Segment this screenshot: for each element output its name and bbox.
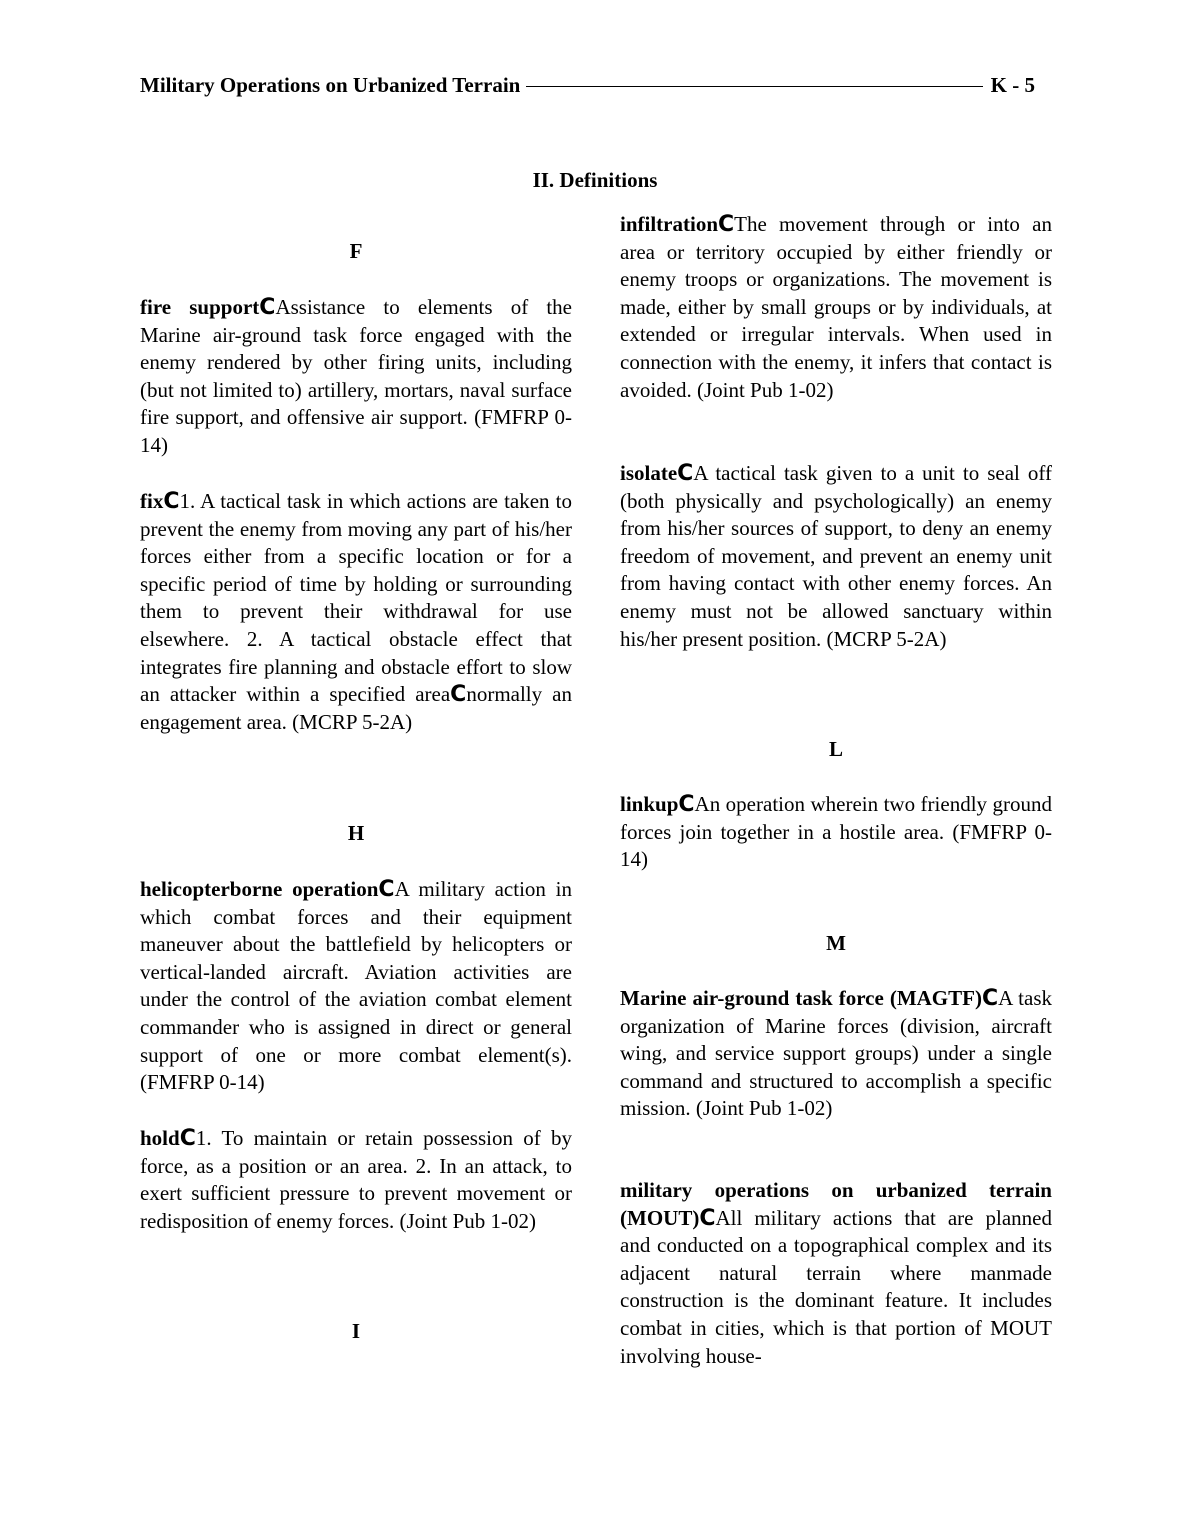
em-dash-glyph: C: [450, 682, 467, 708]
em-dash-glyph: C: [378, 877, 395, 902]
definition-magtf: [620, 985, 1052, 1123]
definition-text: A military action in which combat forces and their equipment maneuver about the battlefield by helicopters or vertical-landed aircraft. Aviation activities are under the control of the aviation combat element commander who is assigned in direct or general support of one or more combat element(s). (FMFRP 0-14): [140, 877, 572, 1095]
definition-infiltration: [620, 211, 1052, 404]
definition-text: All military actions that are planned and conducted on a topographical complex and its adjacent natural terrain where manmade construction is the dominant feature. It includes combat in cities, which is that portion of MOUT involving house-: [620, 1205, 1052, 1368]
definition-linkup: [620, 791, 1052, 874]
definition-text: 1. To maintain or retain possession of by force, as a position or an area. 2. In an attack, to exert sufficient pressure to prevent movement or redisposition of enemy forces. (Joint Pub 1-02): [140, 1126, 572, 1233]
letter-heading-m: M: [826, 931, 846, 955]
definition-isolate: [620, 460, 1052, 653]
letter-heading-h: H: [347, 821, 365, 845]
em-dash-glyph: C: [699, 1205, 716, 1231]
letter-heading-l: L: [828, 737, 843, 761]
term: fix: [140, 489, 164, 513]
em-dash-glyph: C: [678, 792, 695, 817]
em-dash-glyph: C: [163, 489, 180, 514]
term: isolate: [620, 461, 678, 485]
definition-fire-support: [140, 294, 572, 460]
term: infiltration: [620, 212, 718, 236]
term: fire support: [140, 295, 260, 319]
em-dash-glyph: C: [718, 212, 735, 237]
em-dash-glyph: C: [981, 986, 999, 1011]
term: hold: [140, 1126, 180, 1150]
em-dash-glyph: C: [259, 295, 276, 320]
section-title: II. Definitions: [532, 168, 658, 192]
term: linkup: [620, 792, 679, 816]
em-dash-glyph: C: [179, 1126, 196, 1151]
definition-text: A tactical task given to a unit to seal off (both physically and psychologically) an enemy from his/her sources of support, to deny an enemy freedom of movement, and prevent an enemy unit from having contact with other enemy forces. An enemy must not be allowed sanctuary within his/her present position. (MCRP 5-2A): [620, 461, 1052, 651]
page-number: K - 5: [990, 72, 1035, 97]
letter-heading-i: I: [351, 1319, 361, 1343]
definition-helicopterborne-operation: [140, 876, 572, 1097]
definition-text: Assistance to elements of the Marine air-ground task force engaged with the enemy rendered by other firing units, including (but not limited to) artillery, mortars, naval surface fire support, and offensive air support. (FMFRP 0-14): [140, 295, 572, 457]
definition-text: The movement through or into an area or territory occupied by either friendly or enemy troops or organizations. The movement is made, either by small groups or by individuals, at extended or irregular intervals. When used in connection with the enemy, it infers that contact is avoided. (Joint Pub 1-02): [620, 212, 1052, 402]
header-title: Military Operations on Urbanized Terrain: [140, 72, 521, 97]
running-header: [140, 70, 1035, 100]
definition-hold: [140, 1125, 572, 1235]
definition-text: A task organization of Marine forces (division, aircraft wing, and service support groups) under a single command and structured to accomplish a specific mission. (Joint Pub 1-02): [620, 986, 1052, 1121]
definition-fix: [140, 488, 572, 736]
definition-text: 1. A tactical task in which actions are taken to prevent the enemy from moving any part of his/her forces either from a specific location or for a specific period of time by holding or surrounding them to prevent their withdrawal for use elsewhere. 2. A tactical obstacle effect that integrates fire planning and obstacle effort to slow an attacker within a specified area: [140, 489, 572, 707]
term: helicopterborne operation: [140, 877, 379, 901]
em-dash-glyph: C: [677, 461, 694, 486]
definition-text-cont: normally an engagement area. (MCRP 5-2A): [140, 682, 572, 734]
header-rule: [526, 86, 982, 87]
definition-mout: [620, 1177, 1052, 1370]
term: Marine air-ground task force (MAGTF): [620, 986, 982, 1010]
definition-text: An operation wherein two friendly ground forces join together in a hostile area. (FMFRP 0-14): [620, 792, 1052, 872]
letter-heading-f: F: [349, 239, 363, 263]
term: military operations on urbanized terrain (MOUT): [620, 1178, 1052, 1230]
